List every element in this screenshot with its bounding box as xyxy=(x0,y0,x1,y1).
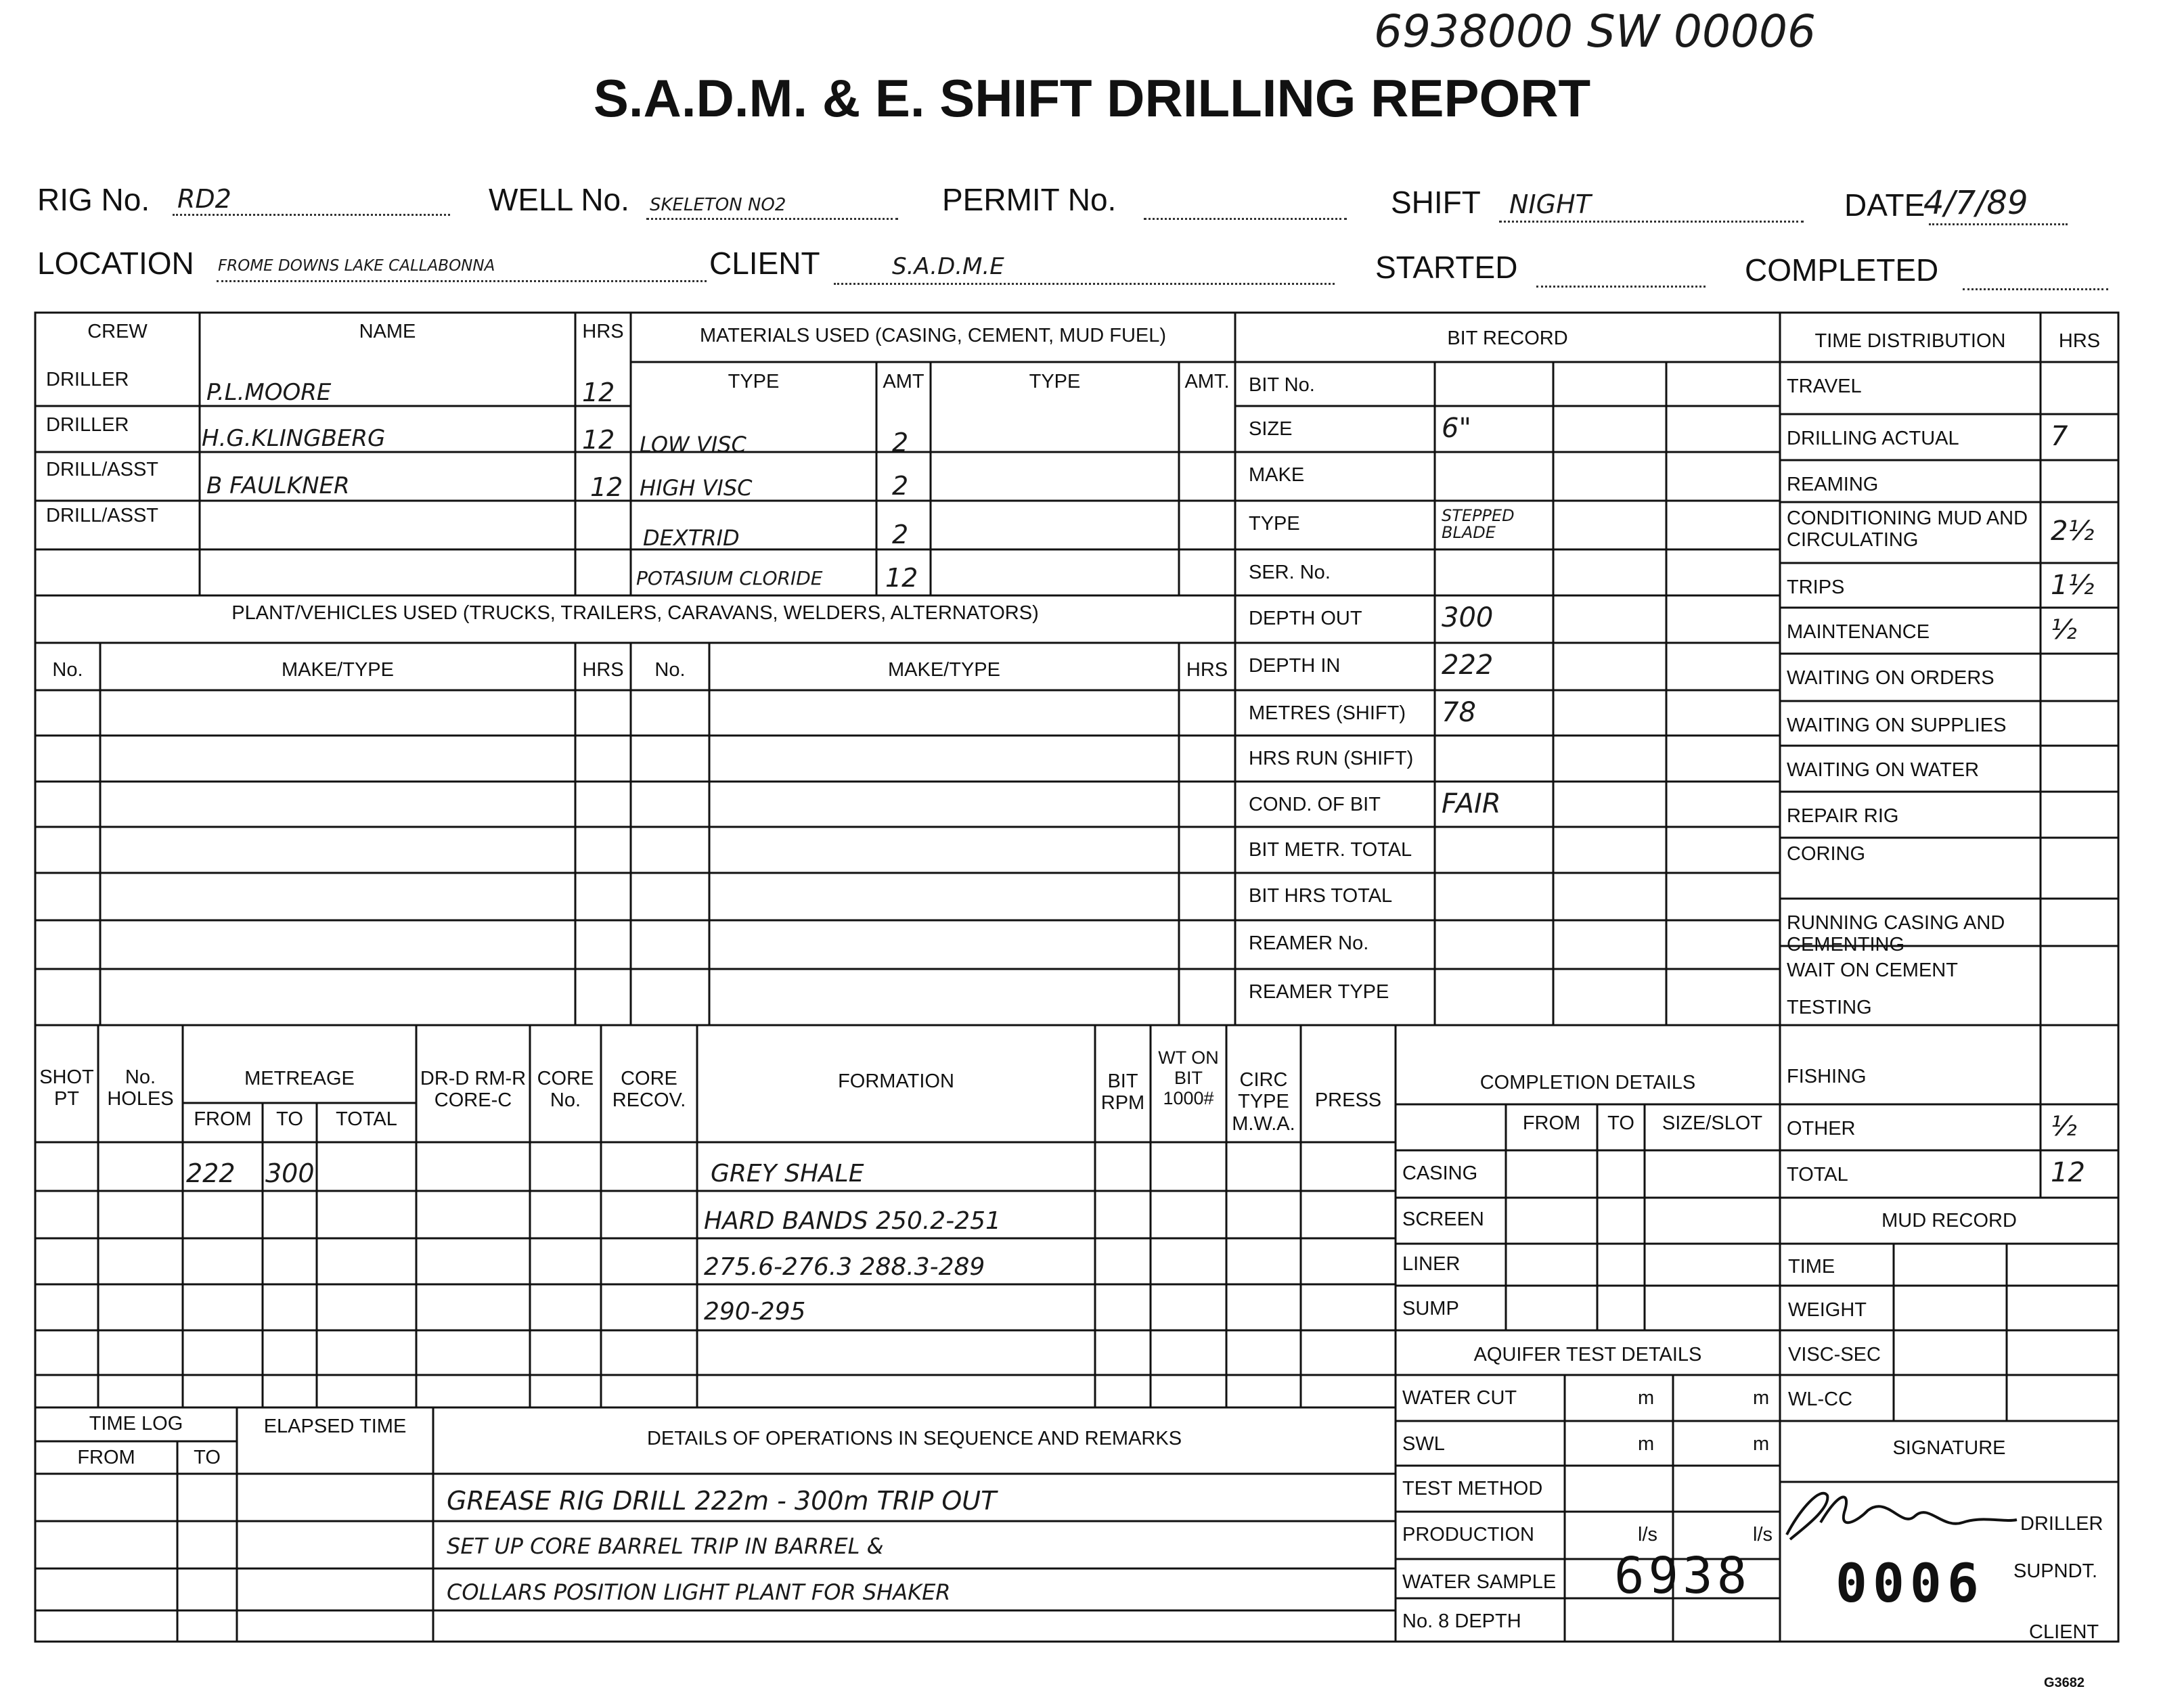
location-label: LOCATION xyxy=(37,246,194,281)
mud-record-title: MUD RECORD xyxy=(1881,1210,2017,1232)
plant-title: PLANT/VEHICLES USED (TRUCKS, TRAILERS, CARAVANS, WELDERS, ALTERNATORS) xyxy=(231,602,1039,624)
bit-record-value: 222 xyxy=(1442,650,1494,681)
time-distribution-label: WAITING ON ORDERS xyxy=(1787,667,1994,689)
formation-header: FORMATION xyxy=(838,1070,954,1092)
bit-record-label: DEPTH IN xyxy=(1249,655,1341,677)
shift-value: NIGHT xyxy=(1509,189,1591,219)
formation-line: GREY SHALE xyxy=(711,1160,864,1188)
operations-line: SET UP CORE BARREL TRIP IN BARREL & xyxy=(447,1533,884,1559)
well-label: WELL No. xyxy=(489,182,629,217)
plant-no-header: No. xyxy=(52,659,83,681)
time-distribution-label: TESTING xyxy=(1787,997,1872,1018)
stamp-number-left: 6938 xyxy=(1614,1547,1752,1605)
aquifer-title: AQUIFER TEST DETAILS xyxy=(1473,1344,1702,1365)
completed-underline xyxy=(1963,286,2108,290)
crew-name-header: NAME xyxy=(359,321,416,342)
time-distribution-hrs: 12 xyxy=(2051,1157,2085,1188)
started-underline xyxy=(1536,283,1706,288)
formation-line: 290-295 xyxy=(704,1298,806,1326)
aquifer-unit: l/s xyxy=(1753,1524,1773,1545)
mud-row-label: WL-CC xyxy=(1788,1389,1853,1410)
formation-line: 275.6-276.3 288.3-289 xyxy=(704,1253,985,1281)
form-code: G3682 xyxy=(2044,1675,2085,1690)
client-label: CLIENT xyxy=(709,246,820,281)
bit-record-label: METRES (SHIFT) xyxy=(1249,702,1406,724)
time-distribution-hrs: ½ xyxy=(2051,614,2077,646)
plant-make-header: MAKE/TYPE xyxy=(282,659,394,681)
mud-row-label: WEIGHT xyxy=(1788,1299,1867,1321)
completion-row-label: SCREEN xyxy=(1402,1209,1484,1230)
shift-label: SHIFT xyxy=(1391,185,1481,220)
time-distribution-hrs: ½ xyxy=(2051,1111,2077,1142)
bit-record-title: BIT RECORD xyxy=(1447,328,1568,349)
permit-label: PERMIT No. xyxy=(942,182,1117,217)
metreage-total-header: TOTAL xyxy=(336,1108,397,1130)
aquifer-unit: m xyxy=(1638,1433,1655,1455)
completion-row-label: CASING xyxy=(1402,1162,1478,1184)
aquifer-unit: m xyxy=(1753,1433,1770,1455)
crew-header: CREW xyxy=(87,321,148,342)
completion-to-header: TO xyxy=(1607,1112,1634,1134)
stamp-number-right: 0006 xyxy=(1835,1554,1984,1615)
well-underline xyxy=(646,215,898,220)
completion-title: COMPLETION DETAILS xyxy=(1479,1072,1696,1093)
well-value: SKELETON NO2 xyxy=(650,195,786,215)
press-header: PRESS xyxy=(1314,1089,1382,1111)
metreage-to-header: TO xyxy=(276,1108,303,1130)
signature-title: SIGNATURE xyxy=(1892,1437,2006,1459)
date-label: DATE xyxy=(1844,187,1925,223)
metreage-from-header: FROM xyxy=(194,1108,252,1130)
bit-record-label: HRS RUN (SHIFT) xyxy=(1249,748,1414,769)
operations-line: COLLARS POSITION LIGHT PLANT FOR SHAKER xyxy=(447,1579,951,1605)
bit-record-label: SER. No. xyxy=(1249,562,1331,583)
bit-record-value: FAIR xyxy=(1442,788,1501,819)
time-distribution-title: TIME DISTRIBUTION xyxy=(1814,330,2006,352)
crew-hrs-header: HRS xyxy=(582,321,624,342)
time-distribution-hrs: 7 xyxy=(2051,421,2068,452)
bit-record-label: REAMER TYPE xyxy=(1249,981,1389,1003)
material-type: HIGH VISC xyxy=(640,475,753,501)
bit-record-label: BIT No. xyxy=(1249,374,1315,396)
bit-record-label: MAKE xyxy=(1249,464,1305,486)
aquifer-row-label: WATER CUT xyxy=(1402,1387,1517,1409)
completed-label: COMPLETED xyxy=(1745,252,1939,288)
bit-record-value: 78 xyxy=(1442,697,1476,728)
location-underline xyxy=(217,277,707,282)
time-distribution-label: CONDITIONING MUD AND CIRCULATING xyxy=(1787,507,2028,551)
bit-record-value: 6" xyxy=(1442,413,1471,444)
metreage-header: METREAGE xyxy=(244,1068,355,1089)
bit-record-label: SIZE xyxy=(1249,418,1293,440)
rig-value: RD2 xyxy=(177,184,231,214)
core-no-header: CORE No. xyxy=(537,1068,594,1112)
date-value: 4/7/89 xyxy=(1923,184,2028,222)
wt-on-bit-header: WT ON BIT 1000# xyxy=(1158,1047,1219,1109)
materials-type2-header: TYPE xyxy=(1029,371,1081,392)
materials-amt-header: AMT xyxy=(883,371,924,392)
time-distribution-label: TRAVEL xyxy=(1787,376,1862,397)
mud-row-label: VISC-SEC xyxy=(1788,1344,1881,1365)
aquifer-row-label: TEST METHOD xyxy=(1402,1478,1543,1499)
aquifer-unit: m xyxy=(1638,1387,1655,1409)
core-recov-header: CORE RECOV. xyxy=(612,1068,686,1112)
aquifer-row-label: SWL xyxy=(1402,1433,1445,1455)
time-distribution-label: DRILLING ACTUAL xyxy=(1787,428,1959,449)
aquifer-row-label: WATER SAMPLE xyxy=(1402,1571,1557,1593)
client-underline xyxy=(834,280,1335,285)
bit-record-label: BIT METR. TOTAL xyxy=(1249,839,1412,861)
drd-header: DR-D RM-R CORE-C xyxy=(420,1068,527,1112)
time-log-elapsed-header: ELAPSED TIME xyxy=(263,1416,407,1437)
location-value: FROME DOWNS LAKE CALLABONNA xyxy=(218,257,495,275)
time-distribution-label: OTHER xyxy=(1787,1118,1856,1139)
formation-line: HARD BANDS 250.2-251 xyxy=(704,1207,1001,1235)
shot-pt-header: SHOT PT xyxy=(39,1066,94,1110)
time-distribution-label: TRIPS xyxy=(1787,577,1845,598)
completion-row-label: LINER xyxy=(1402,1253,1461,1275)
material-amt: 12 xyxy=(885,563,918,593)
aquifer-row-label: PRODUCTION xyxy=(1402,1524,1534,1545)
material-amt: 2 xyxy=(892,520,909,549)
metreage-from-value: 222 xyxy=(186,1158,236,1188)
completion-size-header: SIZE/SLOT xyxy=(1662,1112,1763,1134)
time-log-title: TIME LOG xyxy=(89,1413,183,1435)
materials-title: MATERIALS USED (CASING, CEMENT, MUD FUEL) xyxy=(699,325,1167,346)
time-distribution-label: REAMING xyxy=(1787,474,1879,495)
signature-client-label: CLIENT xyxy=(2029,1621,2099,1643)
operations-details-header: DETAILS OF OPERATIONS IN SEQUENCE AND REMARKS xyxy=(646,1428,1182,1449)
time-distribution-label: FISHING xyxy=(1787,1066,1867,1087)
material-type: DEXTRID xyxy=(643,525,740,551)
bit-record-label: TYPE xyxy=(1249,513,1300,535)
materials-type-header: TYPE xyxy=(728,371,780,392)
aquifer-unit: m xyxy=(1753,1387,1770,1409)
time-distribution-label: REPAIR RIG xyxy=(1787,805,1899,827)
time-distribution-label: WAIT ON CEMENT xyxy=(1787,960,1958,981)
aquifer-row-label: No. 8 DEPTH xyxy=(1402,1610,1521,1632)
no-holes-header: No. HOLES xyxy=(107,1066,174,1110)
crew-name: P.L.MOORE xyxy=(206,379,332,406)
bit-record-label: DEPTH OUT xyxy=(1249,608,1362,629)
plant-make2-header: MAKE/TYPE xyxy=(888,659,1000,681)
time-log-from-header: FROM xyxy=(77,1447,135,1468)
circ-type-header: CIRC TYPE M.W.A. xyxy=(1232,1069,1295,1135)
bit-rpm-header: BIT RPM xyxy=(1100,1070,1145,1114)
bit-record-value: 300 xyxy=(1442,602,1494,633)
crew-hrs: 12 xyxy=(590,472,623,502)
crew-hrs: 12 xyxy=(582,378,615,407)
signature-supndt-label: SUPNDT. xyxy=(2013,1560,2098,1582)
permit-underline xyxy=(1144,215,1347,220)
operations-line: GREASE RIG DRILL 222m - 300m TRIP OUT xyxy=(447,1486,997,1516)
rig-label: RIG No. xyxy=(37,182,150,217)
plant-hrs2-header: HRS xyxy=(1186,659,1228,681)
aquifer-unit: l/s xyxy=(1638,1524,1657,1545)
material-type: POTASIUM CLORIDE xyxy=(636,567,823,589)
time-distribution-label: WAITING ON SUPPLIES xyxy=(1787,715,2007,736)
page-title: S.A.D.M. & E. SHIFT DRILLING REPORT xyxy=(593,68,1591,128)
crew-role: DRILLER xyxy=(46,369,129,390)
signature-driller-label: DRILLER xyxy=(2020,1513,2103,1535)
plant-hrs-header: HRS xyxy=(582,659,624,681)
time-distribution-label: MAINTENANCE xyxy=(1787,621,1930,643)
completion-row-label: SUMP xyxy=(1402,1298,1459,1319)
document-reference-number: 6938000 SW 00006 xyxy=(1374,5,1817,58)
bit-record-label: COND. OF BIT xyxy=(1249,794,1381,815)
time-distribution-hrs: 1½ xyxy=(2051,570,2095,601)
time-distribution-label: CORING xyxy=(1787,843,1865,865)
materials-amt2-header: AMT. xyxy=(1184,371,1230,392)
completion-from-header: FROM xyxy=(1522,1112,1581,1134)
crew-name: H.G.KLINGBERG xyxy=(202,425,386,452)
bit-record-value: STEPPED BLADE xyxy=(1442,506,1515,543)
time-distribution-label: RUNNING CASING AND CEMENTING xyxy=(1787,912,2005,956)
material-type: LOW VISC xyxy=(640,432,746,457)
metreage-to-value: 300 xyxy=(265,1158,315,1188)
client-value: S.A.D.M.E xyxy=(892,253,1004,280)
crew-role: DRILL/ASST xyxy=(46,459,158,480)
time-distribution-label: TOTAL xyxy=(1787,1164,1848,1186)
crew-name: B FAULKNER xyxy=(206,472,350,499)
time-distribution-label: WAITING ON WATER xyxy=(1787,759,1980,781)
time-log-to-header: TO xyxy=(194,1447,221,1468)
material-amt: 2 xyxy=(892,471,909,501)
crew-hrs: 12 xyxy=(582,425,615,455)
material-amt: 2 xyxy=(892,428,909,457)
crew-role: DRILL/ASST xyxy=(46,505,158,526)
plant-no2-header: No. xyxy=(654,659,686,681)
bit-record-label: REAMER No. xyxy=(1249,932,1369,954)
mud-row-label: TIME xyxy=(1788,1256,1835,1278)
time-distribution-hrs: 2½ xyxy=(2051,516,2095,547)
crew-role: DRILLER xyxy=(46,414,129,436)
started-label: STARTED xyxy=(1375,250,1518,285)
time-distribution-hrs-header: HRS xyxy=(2058,330,2101,352)
bit-record-label: BIT HRS TOTAL xyxy=(1249,885,1393,907)
